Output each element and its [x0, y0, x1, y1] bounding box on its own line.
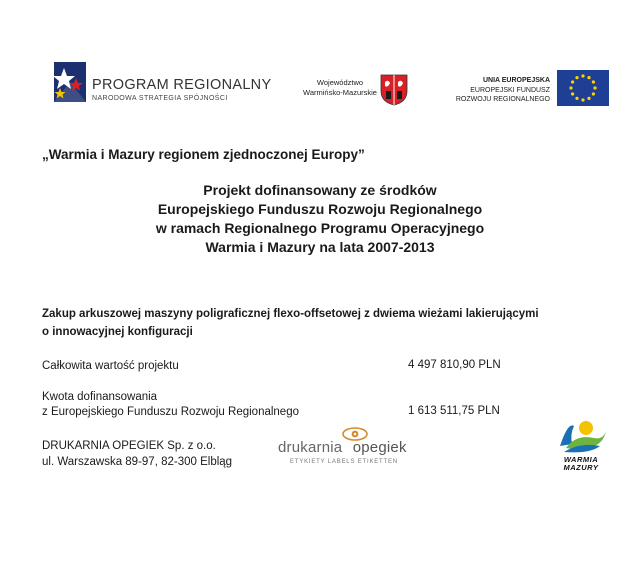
cofunding-amount: 1 613 511,75 PLN — [408, 405, 500, 417]
warmia-mazury-line1: WARMIA — [563, 455, 599, 464]
project-line4: Warmia i Mazury na lata 2007-2013 — [205, 239, 435, 255]
wojewodztwo-coat-of-arms-icon — [380, 74, 408, 106]
purchase-line2: o innowacyjnej konfiguracji — [42, 326, 193, 338]
warmia-mazury-logo — [550, 416, 610, 476]
eu-fund-label — [440, 76, 550, 105]
project-line2: Europejskiego Funduszu Rozwoju Regionalnego — [157, 201, 483, 217]
eu-line1: UNIA EUROPEJSKA — [482, 77, 550, 84]
eu-flag-icon — [557, 70, 609, 106]
project-statement — [100, 181, 540, 257]
opegiek-logo — [278, 425, 418, 465]
program-regionalny-title: PROGRAM REGIONALNY — [92, 77, 272, 93]
eu-line2: EUROPEJSKI FUNDUSZ — [470, 86, 550, 94]
company-name: DRUKARNIA OPEGIEK Sp. z o.o. — [42, 440, 216, 452]
opegiek-name-left: drukarnia — [278, 439, 343, 456]
purchase-line1: Zakup arkuszowej maszyny poligraficznej flexo-offsetowej z dwiema wieżami lakierującymi — [42, 308, 539, 320]
eu-line3: ROZWOJU REGIONALNEGO — [455, 96, 550, 103]
warmia-mazury-emblem-icon — [550, 416, 610, 456]
program-regionalny-emblem-icon — [50, 58, 90, 106]
wojewodztwo-line1: Województwo — [316, 78, 364, 87]
project-line3: w ramach Regionalnego Programu Operacyjnego — [155, 220, 485, 236]
program-regionalny-subtitle: NARODOWA STRATEGIA SPÓJNOŚCI — [92, 95, 228, 102]
cofunding-label — [42, 390, 299, 420]
warmia-mazury-line2: MAZURY — [563, 463, 599, 472]
company-info — [42, 438, 232, 470]
company-address: ul. Warszawska 89-97, 82-300 Elbląg — [42, 456, 233, 468]
total-value-amount: 4 497 810,90 PLN — [408, 359, 501, 371]
cofunding-label-line2: z Europejskiego Funduszu Rozwoju Regionalnego — [42, 406, 299, 418]
total-value-label: Całkowita wartość projektu — [42, 360, 179, 372]
opegiek-tagline: ETYKIETY LABELS ETIKETTEN — [290, 459, 398, 465]
motto: „Warmia i Mazury regionem zjednoczonej Europy” — [42, 147, 365, 162]
wojewodztwo-label — [300, 78, 380, 98]
cofunding-label-line1: Kwota dofinansowania — [42, 391, 158, 403]
wojewodztwo-line2: Warmińsko-Mazurskie — [303, 88, 377, 97]
project-line1: Projekt dofinansowany ze środków — [203, 182, 437, 198]
purchase-description — [42, 305, 602, 341]
opegiek-name-right: opegiek — [352, 439, 407, 456]
